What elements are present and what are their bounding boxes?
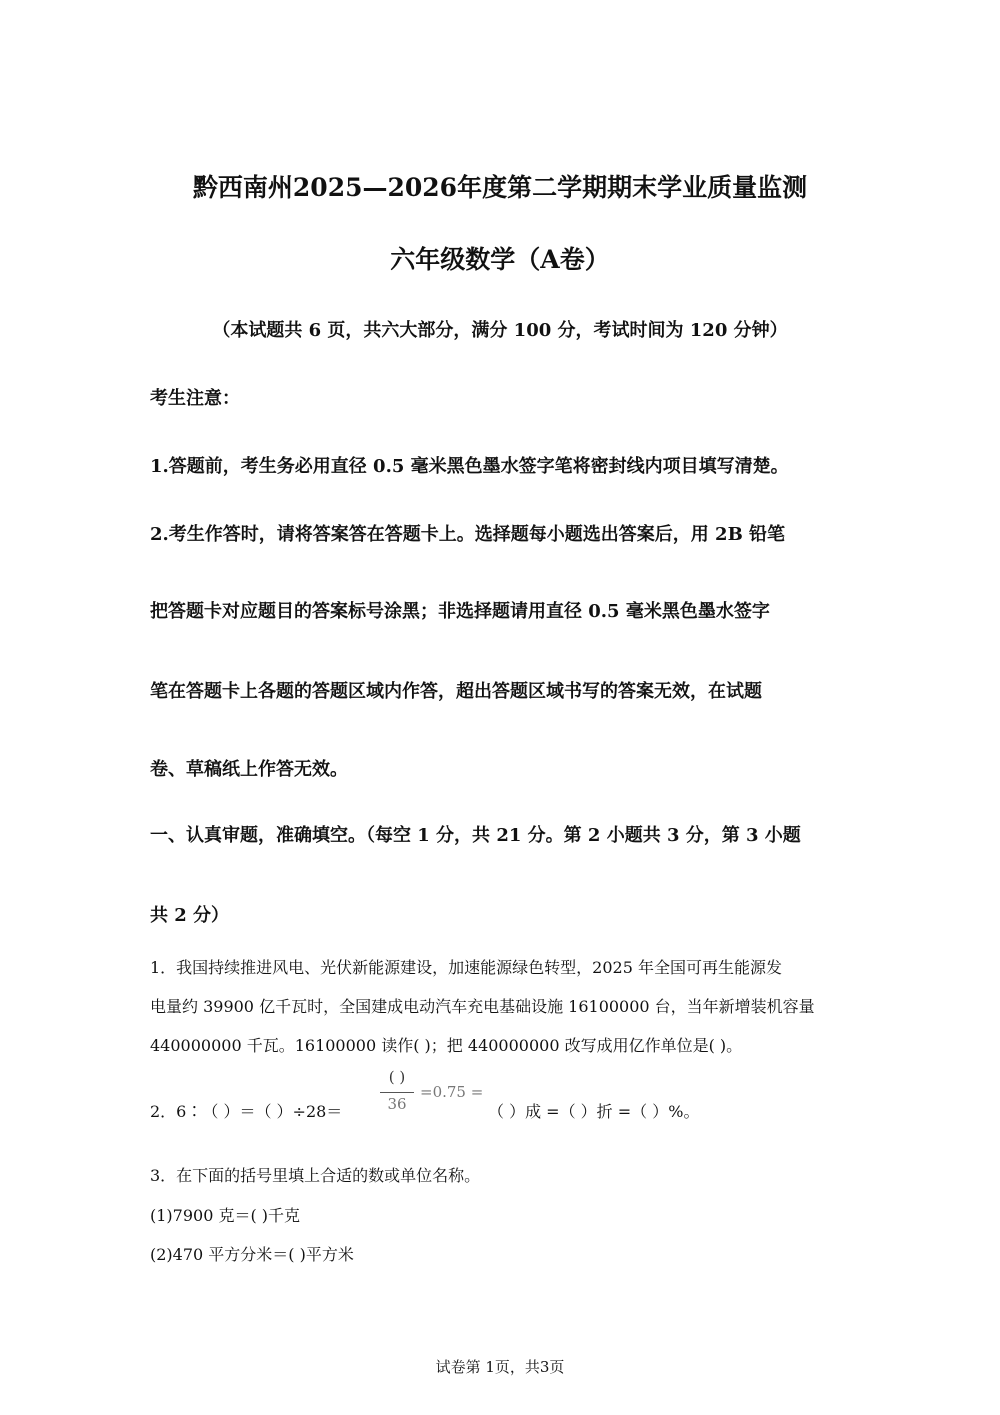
question-2-fraction <box>380 1068 414 1113</box>
notice-line: 1.答题前，考生务必用直径 0.5 毫米黑色墨水签字笔将密封线内项目填写清楚。 <box>150 456 789 477</box>
fraction-denominator: 36 <box>387 1095 407 1113</box>
notice-line: 笔在答题卡上各题的答题区域内作答，超出答题区域书写的答案无效，在试题 <box>150 681 762 702</box>
section-heading: 一、认真审题，准确填空。（每空 1 分，共 21 分。第 2 小题共 3 分，第 3 小题 <box>150 825 801 846</box>
fraction-bar <box>380 1092 414 1093</box>
question-2-equals-value: =0.75 = <box>420 1083 484 1101</box>
question-1-line: 电量约 39900 亿千瓦时，全国建成电动汽车充电基础设施 16100000 台，当年新增装机容量 <box>150 997 815 1016</box>
question-2-suffix: （ ）成 =（ ）折 =（ ）%。 <box>488 1102 700 1121</box>
exam-info: （本试题共 6 页，共六大部分，满分 100 分，考试时间为 120 分钟） <box>212 320 788 341</box>
question-2-prefix: 2．6∶（ ）＝（ ）÷28＝ <box>150 1102 343 1121</box>
fraction-numerator: ( ) <box>388 1068 406 1086</box>
question-1-line: 1．我国持续推进风电、光伏新能源建设，加速能源绿色转型，2025 年全国可再生能源发 <box>150 958 782 977</box>
exam-title: 黔西南州2025—2026年度第二学期期末学业质量监测 <box>192 173 808 202</box>
section-heading-cont: 共 2 分） <box>150 905 230 926</box>
question-1-line: 440000000 千瓦。16100000 读作( )；把 440000000 改写成用亿作单位是( )。 <box>150 1036 743 1055</box>
notice-line: 把答题卡对应题目的答案标号涂黑；非选择题请用直径 0.5 毫米黑色墨水签字 <box>150 601 770 622</box>
question-3-stem: 3．在下面的括号里填上合适的数或单位名称。 <box>150 1166 481 1185</box>
question-3-item: (2)470 平方分米＝( )平方米 <box>150 1245 354 1264</box>
question-3-item: (1)7900 克＝( )千克 <box>150 1206 301 1225</box>
notice-line: 卷、草稿纸上作答无效。 <box>150 759 348 780</box>
notice-line: 2.考生作答时，请将答案答在答题卡上。选择题每小题选出答案后，用 2B 铅笔 <box>150 524 786 545</box>
notice-heading: 考生注意： <box>150 388 240 409</box>
page-footer: 试卷第 1页，共3页 <box>435 1358 565 1376</box>
exam-subject: 六年级数学（A卷） <box>390 245 610 274</box>
